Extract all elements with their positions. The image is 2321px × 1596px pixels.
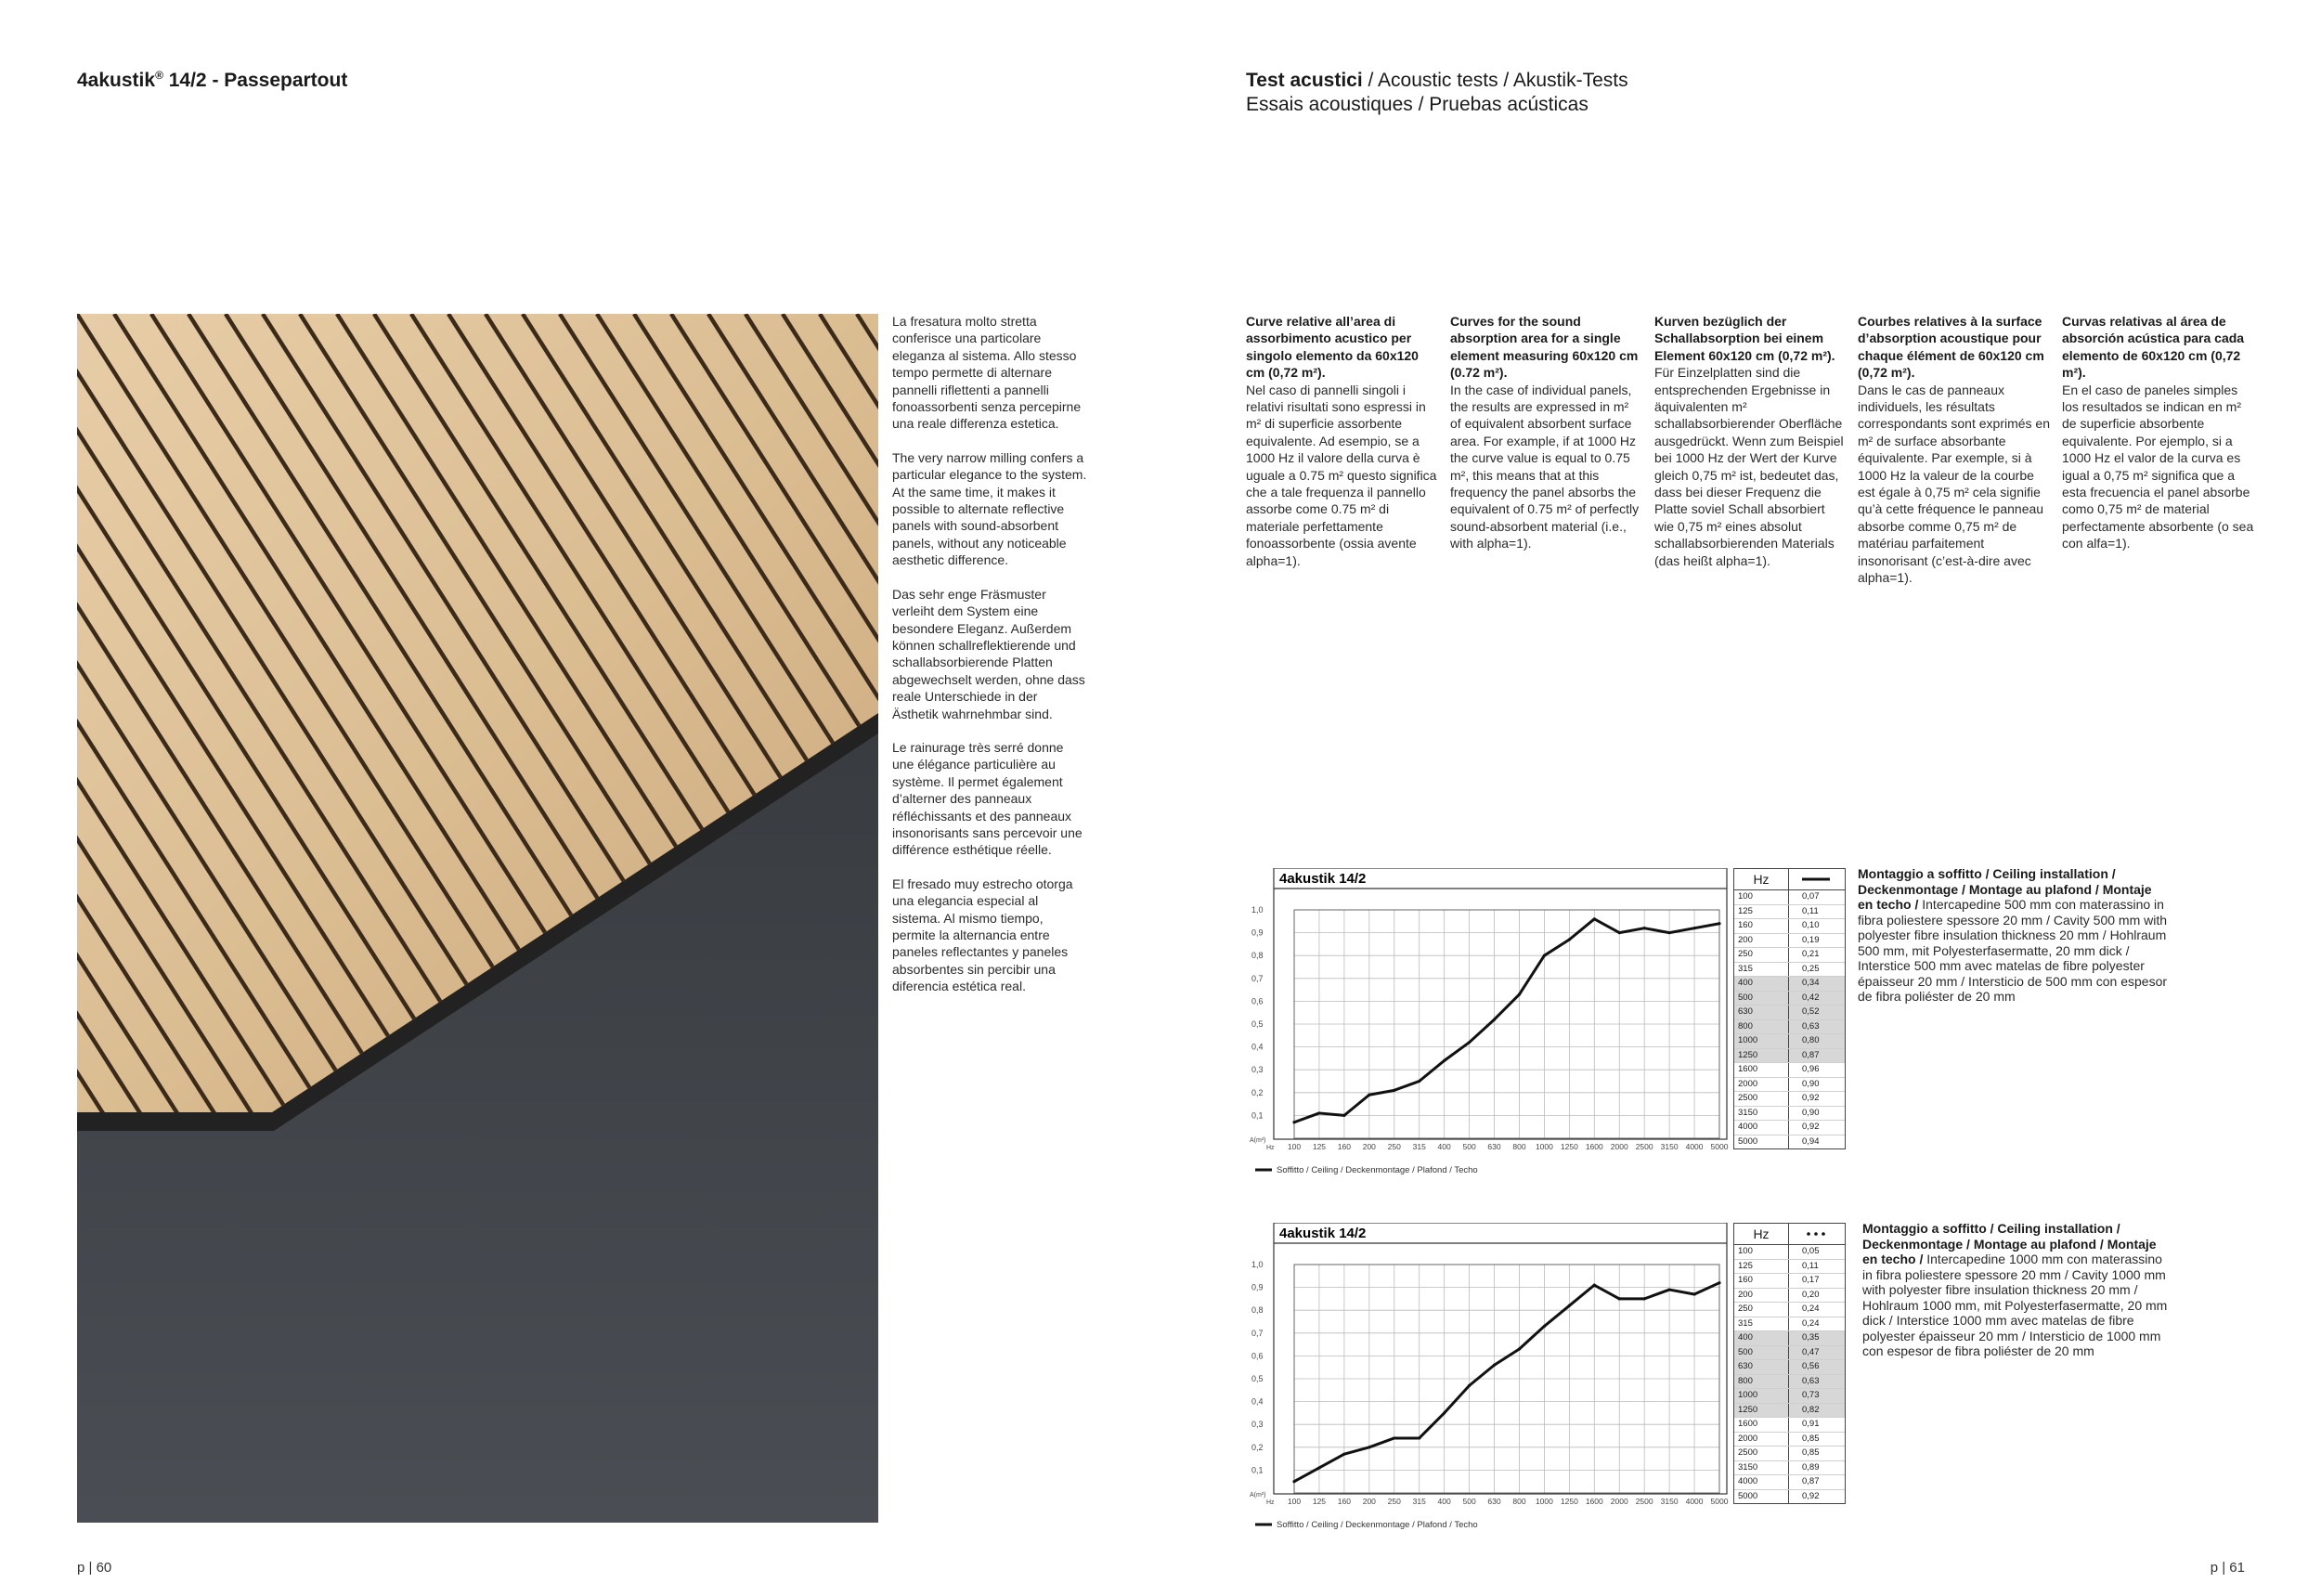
- table-cell-value: 0,10: [1802, 920, 1820, 930]
- table-row: [1734, 919, 1845, 934]
- x-tick-label: 250: [1387, 1142, 1401, 1151]
- table-cell-value: 0,94: [1802, 1135, 1820, 1147]
- table-cell-frequency: 1600: [1734, 1063, 1789, 1077]
- x-tick-label: 2000: [1610, 1142, 1628, 1151]
- table-row: [1734, 1461, 1845, 1476]
- table-row: [1734, 1289, 1845, 1304]
- x-tick-label: 125: [1312, 1142, 1327, 1151]
- data-point: [1418, 1436, 1420, 1439]
- absorption-chart-500mm: [1246, 868, 1729, 1179]
- x-tick-label: 100: [1287, 1497, 1302, 1506]
- table-cell-value: 0,63: [1802, 1375, 1820, 1386]
- table-cell-frequency: 800: [1734, 1375, 1789, 1389]
- x-tick-label: 1000: [1535, 1142, 1553, 1151]
- data-point: [1692, 927, 1695, 929]
- data-point: [1342, 1114, 1345, 1117]
- x-tick-label: 5000: [1710, 1142, 1729, 1151]
- column-es: Curvas relativas al área de absorción acústica para cada elemento de 60x120 cm (0,72 m²). En el caso de paneles simples los resultados se indican en m² de superficie absorbente equivalente. Por ejemplo, si a 1000 Hz el valor de la curva es igual a 0,75 m² significa que a esta frecuencia el panel absorbe como 0,75 m² de material perfectamente absorbente (o sea con alfa=1).: [2062, 314, 2254, 551]
- x-tick-label: 3150: [1660, 1497, 1679, 1506]
- y-tick-label: 1,0: [1251, 1260, 1264, 1269]
- y-axis-label: A(m²): [1250, 1137, 1266, 1144]
- x-tick-label: 5000: [1710, 1497, 1729, 1506]
- data-point: [1518, 1347, 1521, 1350]
- table-row: [1734, 1063, 1845, 1078]
- x-tick-label: 4000: [1685, 1497, 1704, 1506]
- y-tick-label: 0,7: [1251, 973, 1264, 983]
- table-cell-value: 0,47: [1802, 1346, 1820, 1357]
- y-tick-label: 0,4: [1251, 1396, 1264, 1407]
- table-cell-frequency: 5000: [1734, 1135, 1789, 1149]
- y-tick-label: 0,8: [1251, 951, 1264, 961]
- legend-label: Soffitto / Ceiling / Deckenmontage / Plafond / Techo: [1277, 1520, 1478, 1530]
- table-cell-frequency: 160: [1734, 919, 1789, 933]
- table-row: [1734, 1433, 1845, 1447]
- column-de: Kurven bezüglich der Schallabsorption bei einem Element 60x120 cm (0,72 m²). Für Einzelplatten sind die entsprechenden Ergebnisse in äquivalenten m² schallabsorbierender Oberfläche ausgedrückt. Wenn zum Beispiel bei 1000 Hz der Wert der Kurve gleich 0,75 m² ist, bedeutet das, dass bei dieser Frequenz die Platte soviel Schall absorbiert wie 0,75 m² eines absolut schallabsorbierenden Materials (das heißt alpha=1).: [1654, 314, 1844, 568]
- table-row: [1734, 934, 1845, 949]
- absorption-table-500mm: [1733, 868, 1846, 1149]
- x-tick-label: 3150: [1660, 1142, 1679, 1151]
- table-cell-value: 0,87: [1802, 1476, 1820, 1486]
- table-cell-value: 0,19: [1802, 934, 1820, 945]
- table-cell-frequency: 125: [1734, 905, 1789, 919]
- y-tick-label: 0,4: [1251, 1042, 1264, 1052]
- x-tick-label: 315: [1412, 1142, 1426, 1151]
- table-cell-value: 0,24: [1802, 1304, 1820, 1314]
- table-row: [1734, 1034, 1845, 1049]
- data-point: [1543, 954, 1546, 957]
- table-row: [1734, 1107, 1845, 1122]
- table-cell-frequency: 200: [1734, 1289, 1789, 1303]
- table-cell-frequency: 250: [1734, 1303, 1789, 1317]
- table-cell-value: 0,87: [1802, 1049, 1820, 1060]
- description-de: Das sehr enge Fräsmuster verleiht dem System eine besondere Eleganz. Außerdem können schallreflektierende und schallabsorbierende Platten abgewechselt werden, ohne dass reale Unterschiede in der Ästhetik wahrnehmbar sind.: [892, 586, 1085, 721]
- table-legend-line: [1789, 869, 1845, 889]
- page-number-right: p | 61: [2210, 1560, 2245, 1576]
- table-cell-frequency: 100: [1734, 890, 1789, 904]
- table-cell-frequency: 800: [1734, 1020, 1789, 1034]
- table-cell-frequency: 400: [1734, 1331, 1789, 1345]
- legend-label: Soffitto / Ceiling / Deckenmontage / Plafond / Techo: [1277, 1165, 1478, 1175]
- table-row: [1734, 1135, 1845, 1149]
- table-row: [1734, 1121, 1845, 1135]
- table-row: [1734, 1317, 1845, 1332]
- table-cell-value: 0,20: [1802, 1289, 1820, 1300]
- x-axis-label: Hz: [1266, 1145, 1275, 1151]
- table-cell-frequency: 2000: [1734, 1433, 1789, 1447]
- table-cell-value: 0,35: [1802, 1332, 1820, 1343]
- y-tick-label: 0,6: [1251, 1351, 1264, 1361]
- absorption-table-1000mm: [1733, 1223, 1846, 1504]
- table-row: [1734, 1475, 1845, 1490]
- table-cell-value: 0,92: [1802, 1093, 1820, 1103]
- data-point: [1568, 938, 1571, 941]
- table-row: [1734, 1418, 1845, 1433]
- table-cell-frequency: 5000: [1734, 1490, 1789, 1504]
- table-cell-value: 0,85: [1802, 1447, 1820, 1458]
- data-point: [1368, 1094, 1370, 1096]
- y-tick-label: 0,5: [1251, 1019, 1264, 1029]
- data-point: [1593, 917, 1596, 920]
- table-cell-value: 0,24: [1802, 1317, 1820, 1329]
- x-tick-label: 500: [1462, 1142, 1476, 1151]
- description-fr: Le rainurage très serré donne une élégance particulière au système. Il permet également d’alterner des panneaux réfléchissants et des panneaux insonorisants sans percevoir une différence esthétique réelle.: [892, 739, 1083, 858]
- product-photo: [77, 314, 878, 1523]
- x-tick-label: 100: [1287, 1142, 1302, 1151]
- x-tick-label: 400: [1437, 1497, 1451, 1506]
- table-cell-frequency: 1000: [1734, 1034, 1789, 1048]
- column-en: Curves for the sound absorption area for a single element measuring 60x120 cm (0.72 m²). In the case of individual panels, the results are expressed in m² of equivalent absorbent surface area. For example, if at 1000 Hz the curve value is equal to 0.75 m², this means that at this frequency the panel absorbs the equivalent of 0.75 m² of perfectly sound-absorbent material (i.e., with alpha=1).: [1450, 314, 1640, 551]
- data-point: [1692, 1292, 1695, 1295]
- page-number-left: p | 60: [77, 1560, 112, 1576]
- x-tick-label: 1000: [1535, 1497, 1553, 1506]
- table-row: [1734, 1078, 1845, 1093]
- table-cell-value: 0,07: [1802, 891, 1820, 902]
- y-tick-label: 0,1: [1251, 1110, 1264, 1121]
- x-tick-label: 2500: [1635, 1497, 1653, 1506]
- x-tick-label: 125: [1312, 1497, 1327, 1506]
- data-point: [1593, 1284, 1596, 1287]
- table-cell-frequency: 3150: [1734, 1461, 1789, 1475]
- y-tick-label: 0,1: [1251, 1465, 1264, 1475]
- x-tick-label: 800: [1512, 1142, 1526, 1151]
- table-row: [1734, 1389, 1845, 1404]
- chart-frame: [1274, 1223, 1727, 1494]
- x-tick-label: 2500: [1635, 1142, 1653, 1151]
- table-cell-frequency: 250: [1734, 948, 1789, 962]
- table-header-hz: Hz: [1734, 869, 1789, 889]
- x-tick-label: 200: [1362, 1142, 1376, 1151]
- data-point: [1368, 1446, 1370, 1448]
- table-cell-frequency: 630: [1734, 1006, 1789, 1019]
- table-cell-frequency: 315: [1734, 1317, 1789, 1331]
- wood-panel-illustration: [77, 314, 878, 1523]
- data-point: [1418, 1080, 1420, 1083]
- data-point: [1668, 931, 1671, 934]
- table-cell-value: 0,82: [1802, 1404, 1820, 1415]
- description-it: La fresatura molto stretta conferisce una particolare eleganza al sistema. Allo stesso tempo permette di alternare pannelli riflettenti a pannelli fonoassorbenti senza percepirne una reale differenza estetica.: [892, 314, 1082, 432]
- x-tick-label: 1600: [1585, 1497, 1603, 1506]
- data-point: [1643, 927, 1646, 929]
- right-page-title: Test acustici / Acoustic tests / Akustik-Tests Essais acoustiques / Pruebas acústicas: [1246, 70, 1628, 115]
- table-row: [1734, 890, 1845, 905]
- table-cell-frequency: 2500: [1734, 1447, 1789, 1460]
- x-tick-label: 250: [1387, 1497, 1401, 1506]
- data-point: [1468, 1384, 1471, 1387]
- x-tick-label: 630: [1487, 1497, 1501, 1506]
- table-cell-frequency: 4000: [1734, 1121, 1789, 1135]
- y-tick-label: 0,3: [1251, 1420, 1264, 1430]
- y-tick-label: 0,3: [1251, 1065, 1264, 1075]
- data-point: [1493, 1018, 1496, 1020]
- table-cell-value: 0,90: [1802, 1107, 1820, 1118]
- x-tick-label: 1600: [1585, 1142, 1603, 1151]
- x-axis-label: Hz: [1266, 1499, 1275, 1506]
- y-tick-label: 0,5: [1251, 1374, 1264, 1383]
- table-cell-frequency: 2500: [1734, 1092, 1789, 1106]
- y-tick-label: 0,6: [1251, 996, 1264, 1006]
- table-row: [1734, 1375, 1845, 1390]
- description-en: The very narrow milling confers a particular elegance to the system. At the same time, it makes it possible to alternate reflective panels with sound-absorbent panels, without any noticeable aesthetic difference.: [892, 449, 1087, 568]
- table-row: [1734, 992, 1845, 1006]
- table-cell-value: 0,85: [1802, 1433, 1820, 1444]
- table-cell-frequency: 400: [1734, 977, 1789, 991]
- table-cell-frequency: 1000: [1734, 1389, 1789, 1403]
- table-cell-frequency: 1600: [1734, 1418, 1789, 1432]
- table-row: [1734, 1274, 1845, 1289]
- data-point: [1618, 1297, 1621, 1300]
- table-row: [1734, 948, 1845, 963]
- y-tick-label: 0,2: [1251, 1442, 1264, 1452]
- x-tick-label: 200: [1362, 1497, 1376, 1506]
- x-tick-label: 160: [1337, 1142, 1351, 1151]
- mount-description-1000mm: Montaggio a soffitto / Ceiling installation / Deckenmontage / Montage au plafond / Montaje en techo / Intercapedine 1000 mm con materassino in fibra poliestere spessore 20 mm / Cavity 1000 mm with polyester fibre insulation thickness 20 mm / Hohlraum 1000 mm, mit Polyesterfasermatte, 20 mm dick / Interstice 1000 mm avec matelas de fibre polyester épaisseur 20 mm / Intersticio de 1000 mm con espesor de fibra poliéster de 20 mm: [1862, 1221, 2168, 1358]
- x-tick-label: 800: [1512, 1497, 1526, 1506]
- table-row: [1734, 1404, 1845, 1419]
- data-point: [1443, 1411, 1446, 1414]
- column-it: Curve relative all’area di assorbimento acustico per singolo elemento da 60x120 cm (0,72 m²). Nel caso di pannelli singoli i relativi risultati sono espressi in m² di superficie assorbente equivalente. Ad esempio, se a 1000 Hz il valore della curva è uguale a 0.75 m² questo significa che a tale frequenza il pannello assorbe come 0.75 m² di materiale perfettamente fonoassorbente (ossia avente alpha=1).: [1246, 314, 1437, 568]
- chart-title: 4akustik 14/2: [1279, 871, 1367, 887]
- y-tick-label: 0,9: [1251, 1282, 1264, 1292]
- data-point: [1643, 1297, 1646, 1300]
- table-legend-line: [1789, 1224, 1845, 1244]
- x-tick-label: 1250: [1560, 1142, 1578, 1151]
- data-point: [1393, 1436, 1395, 1439]
- table-cell-value: 0,52: [1802, 1006, 1820, 1017]
- y-tick-label: 1,0: [1251, 905, 1264, 915]
- table-cell-value: 0,73: [1802, 1390, 1820, 1400]
- x-tick-label: 2000: [1610, 1497, 1628, 1506]
- x-tick-label: 4000: [1685, 1142, 1704, 1151]
- description-es: El fresado muy estrecho otorga una elegancia especial al sistema. Al mismo tiempo, permite la alternancia entre paneles reflectantes y paneles absorbentes sin percibir una diferencia estética real.: [892, 876, 1073, 994]
- table-cell-value: 0,80: [1802, 1035, 1820, 1045]
- table-cell-frequency: 500: [1734, 992, 1789, 1006]
- data-point: [1493, 1364, 1496, 1367]
- x-tick-label: 400: [1437, 1142, 1451, 1151]
- chart-frame: [1274, 868, 1727, 1139]
- table-cell-value: 0,89: [1802, 1461, 1820, 1473]
- table-row: [1734, 1346, 1845, 1361]
- data-point: [1393, 1089, 1395, 1092]
- table-header-hz: Hz: [1734, 1224, 1789, 1244]
- table-cell-value: 0,63: [1802, 1020, 1820, 1032]
- table-cell-frequency: 125: [1734, 1260, 1789, 1274]
- table-cell-value: 0,05: [1802, 1246, 1820, 1256]
- data-point: [1543, 1325, 1546, 1328]
- table-cell-frequency: 630: [1734, 1360, 1789, 1374]
- table-cell-value: 0,21: [1802, 949, 1820, 959]
- data-point: [1317, 1466, 1320, 1469]
- y-axis-label: A(m²): [1250, 1492, 1266, 1499]
- table-row: [1734, 1020, 1845, 1035]
- table-row: [1734, 977, 1845, 992]
- table-row: [1734, 1360, 1845, 1375]
- x-tick-label: 630: [1487, 1142, 1501, 1151]
- data-point: [1342, 1453, 1345, 1456]
- table-cell-frequency: 200: [1734, 934, 1789, 948]
- table-row: [1734, 1303, 1845, 1317]
- data-point: [1292, 1480, 1295, 1483]
- y-tick-label: 0,2: [1251, 1087, 1264, 1097]
- data-point: [1292, 1121, 1295, 1123]
- table-row: [1734, 1447, 1845, 1461]
- table-row: [1734, 1006, 1845, 1020]
- table-cell-value: 0,17: [1802, 1275, 1820, 1285]
- x-tick-label: 315: [1412, 1497, 1426, 1506]
- x-tick-label: 500: [1462, 1497, 1476, 1506]
- table-row: [1734, 1092, 1845, 1107]
- table-cell-frequency: 160: [1734, 1274, 1789, 1288]
- data-point: [1718, 1281, 1720, 1284]
- table-cell-value: 0,96: [1802, 1064, 1820, 1074]
- table-row: [1734, 1331, 1845, 1346]
- chart-title: 4akustik 14/2: [1279, 1226, 1367, 1241]
- table-cell-frequency: 1250: [1734, 1404, 1789, 1418]
- table-cell-value: 0,92: [1802, 1122, 1820, 1132]
- table-cell-frequency: 315: [1734, 963, 1789, 977]
- product-description: [892, 313, 1087, 1012]
- absorption-chart-1000mm: [1246, 1223, 1729, 1534]
- table-cell-value: 0,25: [1802, 963, 1820, 974]
- table-row: [1734, 905, 1845, 920]
- mount-description-500mm: Montaggio a soffitto / Ceiling installation / Deckenmontage / Montage au plafond / Montaje en techo / Intercapedine 500 mm con materassino in fibra poliestere spessore 20 mm / Cavity 500 mm with polyester fibre insulation thickness 20 mm / Hohlraum 500 mm, mit Polyesterfasermatte, 20 mm dick / Interstice 500 mm avec matelas de fibre polyester épaisseur 20 mm / Intersticio de 500 mm con espesor de fibra poliéster de 20 mm: [1858, 866, 2168, 1004]
- table-cell-value: 0,90: [1802, 1078, 1820, 1089]
- table-row: [1734, 1260, 1845, 1275]
- table-cell-frequency: 2000: [1734, 1078, 1789, 1092]
- table-cell-value: 0,34: [1802, 978, 1820, 988]
- table-cell-value: 0,91: [1802, 1419, 1820, 1429]
- data-point: [1668, 1288, 1671, 1291]
- table-row: [1734, 1245, 1845, 1260]
- x-tick-label: 160: [1337, 1497, 1351, 1506]
- left-page-title: 4akustik® 14/2 - Passepartout: [77, 69, 348, 91]
- table-cell-value: 0,11: [1802, 905, 1819, 916]
- table-cell-value: 0,56: [1802, 1361, 1820, 1371]
- table-cell-frequency: 100: [1734, 1245, 1789, 1259]
- y-tick-label: 0,9: [1251, 928, 1264, 938]
- table-cell-frequency: 4000: [1734, 1475, 1789, 1489]
- table-cell-value: 0,42: [1802, 992, 1820, 1003]
- y-tick-label: 0,8: [1251, 1305, 1264, 1316]
- data-point: [1518, 993, 1521, 995]
- table-row: [1734, 1490, 1845, 1504]
- table-row: [1734, 1049, 1845, 1064]
- table-cell-value: 0,11: [1802, 1260, 1819, 1271]
- data-point: [1468, 1041, 1471, 1044]
- table-row: [1734, 963, 1845, 978]
- data-point: [1317, 1111, 1320, 1114]
- data-point: [1443, 1059, 1446, 1062]
- table-cell-value: 0,92: [1802, 1490, 1820, 1501]
- table-cell-frequency: 1250: [1734, 1049, 1789, 1063]
- column-fr: Courbes relatives à la surface d’absorption acoustique pour chaque élément de 60x120 cm (0,72 m²). Dans le cas de panneaux individuels, les résultats correspondants sont exprimés en m² de surface absorbante équivalente. Par exemple, si à 1000 Hz la valeur de la courbe est égale à 0,75 m² cela signifie qu’à cette fréquence le panneau absorbe comme 0,75 m² de matériau parfaitement insonorisant (c’est-à-dire avec alpha=1).: [1858, 314, 2050, 586]
- data-point: [1618, 931, 1621, 934]
- y-tick-label: 0,7: [1251, 1328, 1264, 1338]
- data-point: [1568, 1304, 1571, 1307]
- data-point: [1718, 922, 1720, 925]
- x-tick-label: 1250: [1560, 1497, 1578, 1506]
- table-cell-frequency: 500: [1734, 1346, 1789, 1360]
- table-cell-frequency: 3150: [1734, 1107, 1789, 1121]
